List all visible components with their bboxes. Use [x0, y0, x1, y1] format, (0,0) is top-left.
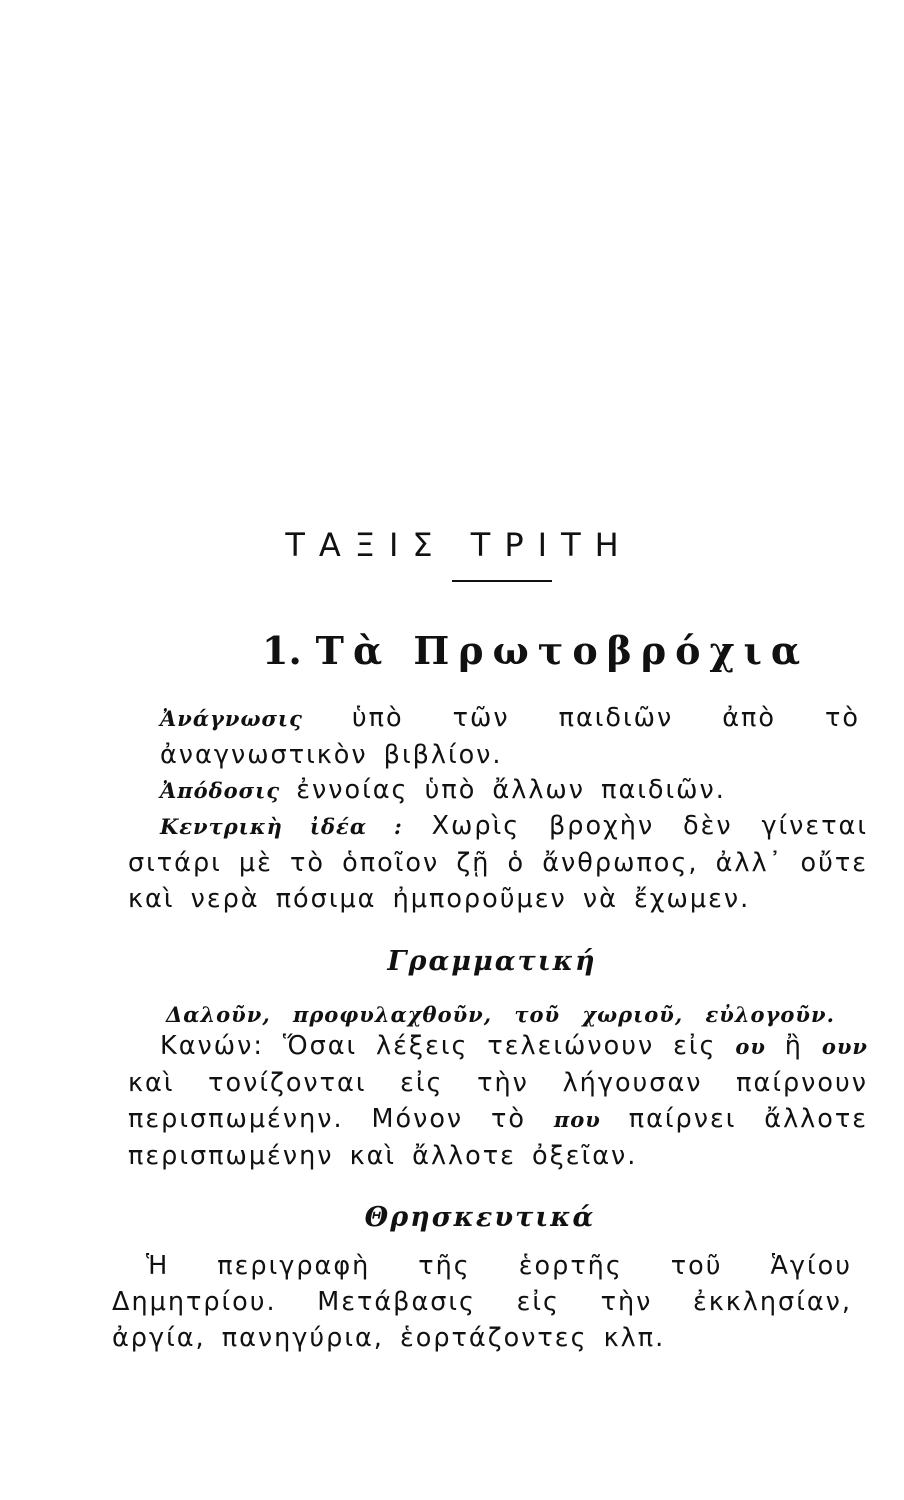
central-idea-text: Χωρὶς βροχὴν δὲν γίνεται σιτάρι μὲ τὸ ὁποῖον ζῇ ὁ ἄνθρωπος, ἀλλ᾽ οὔτε καὶ νερὰ πόσιμα ἠμποροῦμεν νὰ ἔχωμεν. — [128, 811, 868, 914]
chapter-title-underline — [452, 580, 552, 582]
retelling-paragraph — [160, 772, 860, 809]
lesson-number: 1. — [262, 628, 302, 673]
chapter-title: ΤΑΞΙΣ ΤΡΙΤΗ — [285, 526, 633, 564]
ending-oun: ουν — [821, 1034, 868, 1059]
reading-paragraph — [160, 700, 860, 773]
reading-text: ὑπὸ τῶν παιδιῶν ἀπὸ τὸ ἀναγνωστικὸν βιβλίον. — [160, 703, 860, 770]
religion-heading: Θρησκευτικά — [364, 1202, 596, 1233]
reading-lead: Ἀνάγνωσις — [160, 706, 303, 731]
lesson-title: Τὰ Πρωτοβρόχια — [315, 628, 810, 673]
rule-text-part3: καὶ τονίζονται εἰς τὴν λήγουσαν παίρνουν περισπωμένην. Μόνον τὸ — [128, 1068, 868, 1134]
retelling-lead: Ἀπόδοσις — [160, 778, 281, 803]
rule-text-part1: Κανών: Ὅσαι λέξεις τελειώνουν εἰς — [160, 1031, 736, 1061]
rule-text-part4: παίρνει ἄλλοτε περισπωμένην καὶ ἄλλοτε ὀξεῖαν. — [128, 1104, 869, 1171]
rule-text-part2: ἢ — [765, 1031, 822, 1061]
lesson-heading — [262, 628, 809, 673]
ending-ou: ου — [735, 1034, 766, 1059]
grammar-heading: Γραμματική — [387, 946, 597, 977]
retelling-text: ἐννοίας ὑπὸ ἄλλων παιδιῶν. — [280, 775, 726, 805]
grammar-rule-paragraph — [128, 1028, 868, 1174]
word-pou: που — [553, 1107, 601, 1132]
grammar-examples: Δαλοῦν, προφυλαχθοῦν, τοῦ χωριοῦ, εὐλογοῦν. — [166, 1002, 835, 1027]
central-idea-lead: Κεντρικὴ ἰδέα : — [160, 814, 403, 839]
central-idea-paragraph — [128, 808, 868, 917]
religion-paragraph: Ἡ περιγραφὴ τῆς ἑορτῆς τοῦ Ἁγίου Δημητρίου. Μετάβασις εἰς τὴν ἐκκλησίαν, ἀργία, πανηγύρια, ἑορτάζοντες κλπ. — [112, 1251, 852, 1353]
